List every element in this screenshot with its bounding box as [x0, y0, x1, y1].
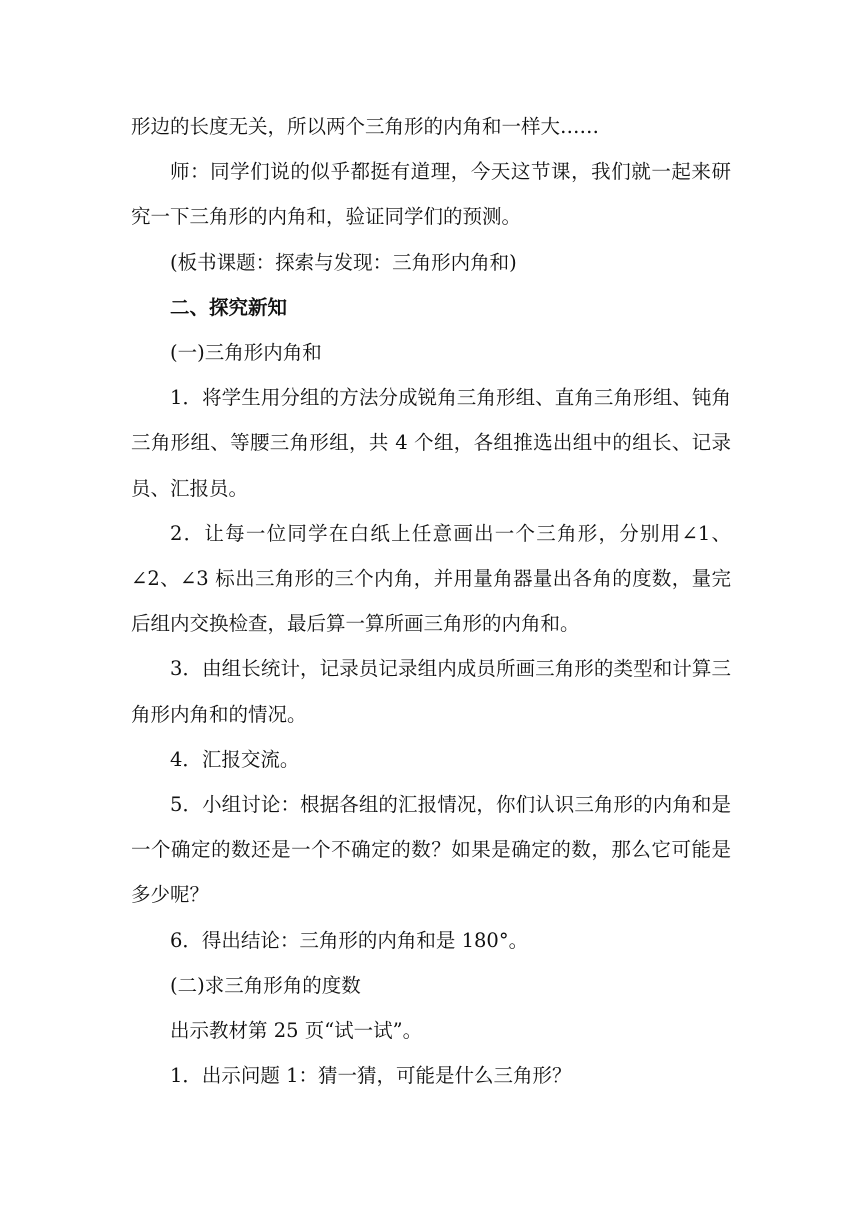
paragraph-question-1: 1．出示问题 1：猜一猜，可能是什么三角形？: [170, 1064, 572, 1088]
paragraph-teacher-intro: 师：同学们说的似乎都挺有道理，今天这节课，我们就一起来研究一下三角形的内角和，验证同学们的预测。: [131, 160, 731, 229]
step-5-discuss: 5．小组讨论：根据各组的汇报情况，你们认识三角形的内角和是一个确定的数还是一个不确定的数？如果是确定的数，那么它可能是多少呢？: [131, 793, 731, 907]
paragraph-board-title: (板书课题：探索与发现：三角形内角和): [170, 250, 517, 274]
step-3-record: 3．由组长统计，记录员记录组内成员所画三角形的类型和计算三角形内角和的情况。: [131, 657, 731, 726]
section-heading-explore: 二、探究新知: [170, 295, 288, 319]
paragraph-textbook-ref: 出示教材第 25 页“试一试”。: [170, 1019, 423, 1043]
step-6-conclusion: 6．得出结论：三角形的内角和是 180°。: [170, 928, 529, 952]
step-1-grouping: 1．将学生用分组的方法分成锐角三角形组、直角三角形组、钝角三角形组、等腰三角形组，共 4 个组，各组推选出组中的组长、记录员、汇报员。: [131, 386, 731, 500]
step-4-report: 4．汇报交流。: [170, 747, 300, 771]
subsection-heading-find-angle: (二)求三角形角的度数: [170, 973, 361, 997]
paragraph-continuation: 形边的长度无关，所以两个三角形的内角和一样大……: [131, 115, 600, 138]
subsection-heading-angle-sum: (一)三角形内角和: [170, 341, 322, 365]
step-2-measure: 2．让每一位同学在白纸上任意画出一个三角形，分别用∠1、∠2、∠3 标出三角形的三个内角，并用量角器量出各角的度数，量完后组内交换检查，最后算一算所画三角形的内角和。: [131, 521, 731, 636]
lesson-text-body: [131, 104, 731, 1098]
